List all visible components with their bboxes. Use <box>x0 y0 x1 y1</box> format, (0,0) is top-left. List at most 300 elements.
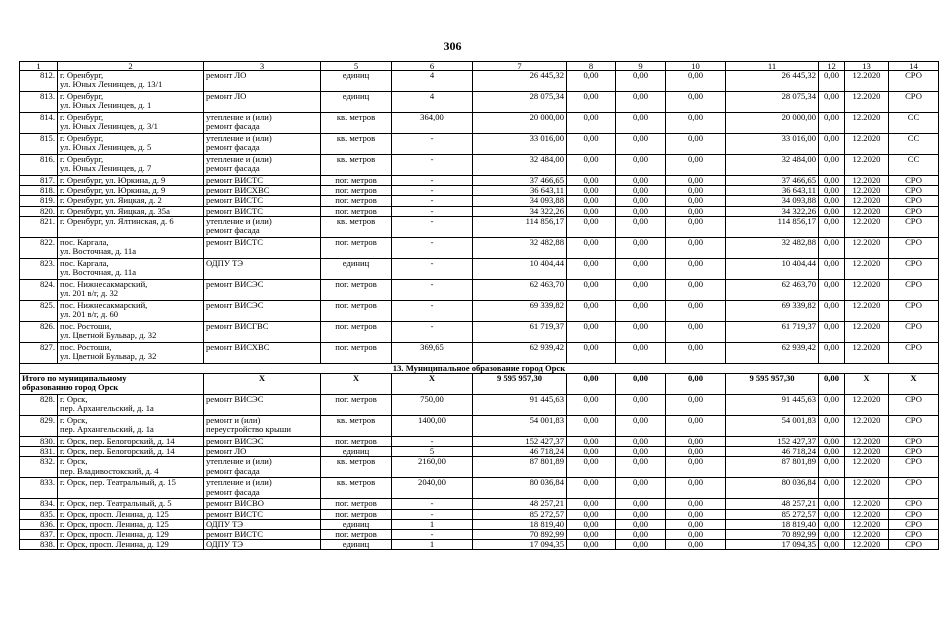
work-type-cell-text: ремонт фасада <box>206 225 260 236</box>
row-number <box>20 155 58 176</box>
cost-12-cell-text: 0,00 <box>823 299 840 310</box>
cost-11-cell <box>726 499 819 509</box>
cost-10-cell-text: 0,00 <box>687 320 704 331</box>
cost-9-cell <box>616 530 666 540</box>
unit-cell-text: кв. метров <box>336 456 376 467</box>
cost-total-cell-text: 114 856,17 <box>525 215 564 226</box>
unit-cell-text: кв. метров <box>336 415 376 426</box>
unit-cell-text: единиц <box>342 91 370 101</box>
work-type-cell-text: ремонт ВИСТС <box>206 236 264 247</box>
unit-cell-text: пог. метров <box>335 195 377 206</box>
cost-9-cell <box>616 92 666 113</box>
cost-8-cell <box>567 176 616 186</box>
deadline-cell <box>845 530 889 540</box>
cost-11-cell <box>726 321 819 342</box>
cost-total-cell-text: 32 482,88 <box>529 236 564 247</box>
cost-8-cell <box>567 519 616 529</box>
cost-12-cell <box>819 216 845 237</box>
unit-cell <box>321 499 392 509</box>
cost-8-cell <box>567 530 616 540</box>
cost-8-cell-text: 0,00 <box>583 278 599 289</box>
cost-total-cell-text: 70 892,99 <box>529 529 564 540</box>
deadline-cell <box>845 71 889 92</box>
row-number-text: 818. <box>39 185 55 196</box>
deadline-cell-text: 12.2020 <box>852 112 881 122</box>
quantity-cell-text: 5 <box>429 446 435 457</box>
row-number-text: 822. <box>39 236 55 247</box>
work-type-cell-text: ремонт ВИСГВС <box>206 320 269 331</box>
quantity-cell-text: - <box>430 508 434 519</box>
cost-8-cell <box>567 92 616 113</box>
address-cell-text: ул. Юных Ленинцев, д. 3/1 <box>60 121 158 132</box>
cost-10-cell <box>666 395 726 416</box>
cost-9-cell <box>616 134 666 155</box>
address-cell-text: ул. 201 в/г, д. 60 <box>60 309 119 320</box>
address-cell-text: г. Оренбург, ул. Юркина, д. 9 <box>60 175 166 185</box>
cost-9-cell-text: 0,00 <box>632 205 649 216</box>
cost-8-cell <box>567 113 616 134</box>
address-cell <box>58 519 204 529</box>
work-type-cell-text: ремонт ВИСХВС <box>206 341 270 352</box>
deadline-cell <box>845 321 889 342</box>
row-number-text: 836. <box>39 518 55 529</box>
cost-9-cell-text: 0,00 <box>632 529 649 540</box>
cost-12-cell-text: 0,00 <box>823 320 840 331</box>
cost-11-cell <box>726 71 819 92</box>
address-cell-text: г. Орск, <box>60 415 88 426</box>
address-cell-text: пос. Каргала, <box>60 257 109 268</box>
cost-10-cell-text: 0,00 <box>687 456 704 467</box>
quantity-cell <box>392 300 473 321</box>
quantity-cell <box>392 258 473 279</box>
row-number-text: 833. <box>39 477 55 488</box>
cost-total-cell-text: 10 404,44 <box>529 257 564 268</box>
cost-12-cell <box>819 478 845 499</box>
unit-cell-text: единиц <box>342 70 370 80</box>
method-cell <box>889 258 939 279</box>
unit-cell-text: пог. метров <box>335 436 377 447</box>
quantity-cell-text: 1 <box>429 518 435 529</box>
address-cell-text: г. Оренбург, <box>60 91 104 101</box>
table-row <box>20 186 939 196</box>
unit-cell-text: пог. метров <box>335 175 377 185</box>
cost-8-cell-text: 0,00 <box>583 70 599 80</box>
section-title <box>20 363 939 373</box>
cost-8-cell <box>567 478 616 499</box>
method-cell <box>889 457 939 478</box>
header-cell-text: 6 <box>429 61 435 71</box>
cost-total-cell-text: 48 257,21 <box>529 498 564 509</box>
cost-12-cell <box>819 71 845 92</box>
row-number-text: 821. <box>39 215 55 226</box>
deadline-cell <box>845 540 889 550</box>
page-number: 306 <box>443 39 462 53</box>
unit-cell-text: кв. метров <box>336 133 376 143</box>
cost-total-cell <box>473 196 567 206</box>
cost-total-cell-text: 46 718,24 <box>529 446 564 457</box>
cost-9-cell <box>616 540 666 550</box>
unit-cell-text: единиц <box>342 539 370 550</box>
cost-12-cell-text: 0,00 <box>823 518 840 529</box>
work-type-cell <box>204 258 321 279</box>
cost-12-cell <box>819 395 845 416</box>
total-c11 <box>726 374 819 395</box>
header-cell-text: 12 <box>827 61 836 71</box>
address-cell-text: пер. Архангельский, д. 1а <box>60 424 154 435</box>
cost-total-cell-text: 87 801,89 <box>529 456 564 467</box>
deadline-cell-text: 12.2020 <box>852 154 881 164</box>
cost-9-cell <box>616 447 666 457</box>
cost-total-cell <box>473 176 567 186</box>
row-number-text: 830. <box>39 436 55 447</box>
cost-11-cell <box>726 478 819 499</box>
cost-12-cell <box>819 416 845 437</box>
quantity-cell <box>392 416 473 437</box>
cost-9-cell <box>616 71 666 92</box>
total-c11-text: 9 595 957,30 <box>749 373 795 384</box>
unit-cell <box>321 540 392 550</box>
unit-cell <box>321 478 392 499</box>
unit-cell <box>321 216 392 237</box>
address-cell-text: пос. Ростоши, <box>60 320 112 331</box>
cost-8-cell-text: 0,00 <box>583 205 599 216</box>
cost-11-cell-text: 37 466,65 <box>781 175 816 185</box>
quantity-cell-text: 1 <box>429 539 435 550</box>
address-cell-text: пер. Архангельский, д. 1а <box>60 403 154 414</box>
cost-8-cell-text: 0,00 <box>583 477 599 488</box>
deadline-cell <box>845 478 889 499</box>
cost-total-cell <box>473 134 567 155</box>
total-label <box>20 374 204 395</box>
cost-10-cell-text: 0,00 <box>687 91 704 101</box>
cost-11-cell <box>726 509 819 519</box>
work-type-cell <box>204 216 321 237</box>
cost-total-cell-text: 36 643,11 <box>529 185 564 196</box>
work-type-cell-text: ремонт ВИСТС <box>206 175 264 185</box>
address-cell-text: ул. Восточная, д. 11а <box>60 267 137 278</box>
cost-total-cell <box>473 186 567 196</box>
unit-cell-text: кв. метров <box>336 154 376 164</box>
cost-12-cell-text: 0,00 <box>823 133 840 143</box>
cost-11-cell-text: 32 482,88 <box>781 236 816 247</box>
address-cell-text: г. Оренбург, ул. Юркина, д. 9 <box>60 185 166 196</box>
cost-12-cell-text: 0,00 <box>823 498 840 509</box>
cost-total-cell-text: 18 819,40 <box>529 518 564 529</box>
cost-9-cell-text: 0,00 <box>632 477 649 488</box>
cost-11-cell-text: 54 001,83 <box>781 415 816 426</box>
cost-12-cell-text: 0,00 <box>823 175 840 185</box>
cost-10-cell <box>666 176 726 186</box>
cost-8-cell-text: 0,00 <box>583 518 599 529</box>
row-number <box>20 206 58 216</box>
method-cell <box>889 395 939 416</box>
cost-12-cell <box>819 457 845 478</box>
table-row <box>20 540 939 550</box>
table-row <box>20 416 939 437</box>
cost-8-cell <box>567 71 616 92</box>
deadline-cell-text: 12.2020 <box>852 91 881 101</box>
quantity-cell-text: - <box>430 257 434 268</box>
address-cell <box>58 71 204 92</box>
cost-11-cell <box>726 155 819 176</box>
deadline-cell <box>845 509 889 519</box>
row-number <box>20 395 58 416</box>
row-number <box>20 237 58 258</box>
cost-11-cell-text: 80 036,84 <box>781 477 816 488</box>
method-cell <box>889 176 939 186</box>
cost-11-cell <box>726 519 819 529</box>
quantity-cell <box>392 176 473 186</box>
row-number <box>20 447 58 457</box>
address-cell-text: г. Орск, пер. Театральный, д. 15 <box>60 477 176 488</box>
row-number-text: 824. <box>39 278 55 289</box>
cost-10-cell-text: 0,00 <box>687 185 704 196</box>
cost-9-cell-text: 0,00 <box>632 133 649 143</box>
cost-10-cell <box>666 113 726 134</box>
method-cell-text: СРО <box>905 539 922 550</box>
cost-9-cell <box>616 300 666 321</box>
cost-total-cell-text: 85 272,57 <box>529 508 564 519</box>
quantity-cell-text: - <box>430 498 434 509</box>
total-c13 <box>845 374 889 395</box>
unit-cell <box>321 237 392 258</box>
cost-8-cell-text: 0,00 <box>583 154 599 164</box>
method-cell-text: СРО <box>905 91 922 101</box>
address-cell-text: г. Орск, просп. Ленина, д. 125 <box>60 518 169 529</box>
deadline-cell <box>845 186 889 196</box>
unit-cell <box>321 113 392 134</box>
cost-11-cell-text: 62 939,42 <box>781 341 816 352</box>
address-cell <box>58 113 204 134</box>
work-type-cell-text: утепление и (или) <box>206 456 272 467</box>
cost-total-cell-text: 34 093,88 <box>529 195 564 206</box>
cost-12-cell <box>819 300 845 321</box>
address-cell <box>58 237 204 258</box>
quantity-cell <box>392 92 473 113</box>
cost-12-cell-text: 0,00 <box>823 446 840 457</box>
cost-11-cell <box>726 134 819 155</box>
header-cell-text: 13 <box>862 61 871 71</box>
cost-9-cell-text: 0,00 <box>632 518 649 529</box>
total-c10-text: 0,00 <box>687 373 704 384</box>
row-number <box>20 519 58 529</box>
unit-cell-text: пог. метров <box>335 185 377 196</box>
cost-total-cell <box>473 300 567 321</box>
cost-8-cell-text: 0,00 <box>583 341 599 352</box>
method-cell <box>889 237 939 258</box>
method-cell <box>889 155 939 176</box>
cost-12-cell-text: 0,00 <box>823 394 840 405</box>
cost-12-cell <box>819 342 845 363</box>
deadline-cell <box>845 237 889 258</box>
cost-8-cell-text: 0,00 <box>583 508 599 519</box>
cost-9-cell <box>616 509 666 519</box>
deadline-cell-text: 12.2020 <box>852 257 881 268</box>
cost-8-cell-text: 0,00 <box>583 456 599 467</box>
cost-11-cell-text: 17 094,35 <box>781 539 816 550</box>
cost-12-cell-text: 0,00 <box>823 529 840 540</box>
row-number-text: 814. <box>39 112 55 122</box>
row-number-text: 834. <box>39 498 55 509</box>
address-cell-text: ул. Юных Ленинцев, д. 5 <box>60 142 152 153</box>
cost-8-cell-text: 0,00 <box>583 320 599 331</box>
work-type-cell <box>204 509 321 519</box>
cost-8-cell-text: 0,00 <box>583 91 599 101</box>
cost-11-cell <box>726 395 819 416</box>
row-number-text: 825. <box>39 299 55 310</box>
address-cell-text: ул. 201 в/г, д. 32 <box>60 288 119 299</box>
deadline-cell <box>845 300 889 321</box>
cost-10-cell <box>666 300 726 321</box>
cost-9-cell <box>616 155 666 176</box>
work-type-cell-text: ремонт ВИСЭС <box>206 394 264 405</box>
quantity-cell-text: 369,65 <box>420 341 444 352</box>
cost-8-cell <box>567 279 616 300</box>
header-cell-text: 10 <box>691 61 700 71</box>
row-number-text: 813. <box>39 91 55 101</box>
cost-11-cell-text: 18 819,40 <box>781 518 816 529</box>
header-cell-text: 11 <box>767 61 777 71</box>
cost-11-cell-text: 69 339,82 <box>781 299 816 310</box>
method-cell-text: СРО <box>905 529 922 540</box>
quantity-cell-text: - <box>430 436 434 447</box>
cost-11-cell-text: 20 000,00 <box>781 112 816 122</box>
cost-11-cell-text: 33 016,00 <box>781 133 816 143</box>
cost-8-cell <box>567 447 616 457</box>
work-type-cell <box>204 395 321 416</box>
method-cell <box>889 416 939 437</box>
table-row <box>20 134 939 155</box>
method-cell <box>889 509 939 519</box>
row-number-text: 826. <box>39 320 55 331</box>
address-cell-text: г. Оренбург, ул. Яицкая, д. 2 <box>60 195 162 206</box>
header-cell-text: 1 <box>36 61 41 71</box>
address-cell <box>58 216 204 237</box>
cost-total-cell <box>473 92 567 113</box>
quantity-cell-text: - <box>430 185 434 196</box>
address-cell-text: г. Оренбург, <box>60 154 104 164</box>
cost-total-cell-text: 17 094,35 <box>529 539 564 550</box>
cost-9-cell-text: 0,00 <box>632 341 649 352</box>
address-cell <box>58 540 204 550</box>
total-c6 <box>392 374 473 395</box>
quantity-cell-text: - <box>430 205 434 216</box>
work-type-cell <box>204 206 321 216</box>
quantity-cell-text: 2040,00 <box>418 477 446 488</box>
cost-11-cell-text: 61 719,37 <box>781 320 816 331</box>
deadline-cell <box>845 342 889 363</box>
deadline-cell-text: 12.2020 <box>852 195 881 206</box>
quantity-cell <box>392 237 473 258</box>
row-number <box>20 134 58 155</box>
address-cell-text: г. Орск, просп. Ленина, д. 129 <box>60 539 169 550</box>
cost-11-cell <box>726 457 819 478</box>
cost-12-cell-text: 0,00 <box>823 195 840 206</box>
method-cell-text: СРО <box>905 394 922 405</box>
work-type-cell <box>204 321 321 342</box>
work-type-cell <box>204 499 321 509</box>
method-cell <box>889 279 939 300</box>
method-cell-text: СРО <box>905 175 922 185</box>
work-type-cell-text: ремонт ЛО <box>206 91 247 101</box>
method-cell <box>889 478 939 499</box>
unit-cell <box>321 176 392 186</box>
cost-11-cell <box>726 186 819 196</box>
work-type-cell-text: ОДПУ ТЭ <box>206 257 244 268</box>
table-row <box>20 92 939 113</box>
cost-9-cell-text: 0,00 <box>632 257 649 268</box>
unit-cell-text: пог. метров <box>335 394 377 405</box>
cost-12-cell-text: 0,00 <box>823 539 840 550</box>
total-c3-text: Х <box>258 373 266 384</box>
table-row <box>20 258 939 279</box>
cost-11-cell-text: 70 892,99 <box>781 529 816 540</box>
deadline-cell-text: 12.2020 <box>852 205 881 216</box>
table-row <box>20 176 939 186</box>
quantity-cell-text: - <box>430 215 434 226</box>
cost-12-cell-text: 0,00 <box>823 477 840 488</box>
cost-8-cell <box>567 321 616 342</box>
quantity-cell-text: 4 <box>429 70 435 80</box>
total-c5-text: Х <box>352 373 360 384</box>
cost-11-cell <box>726 530 819 540</box>
cost-11-cell-text: 85 272,57 <box>781 508 816 519</box>
quantity-cell <box>392 342 473 363</box>
deadline-cell-text: 12.2020 <box>852 415 881 426</box>
section-title-text: 13. Муниципальное образование город Орск <box>392 362 566 373</box>
quantity-cell-text: - <box>430 154 434 164</box>
register-table <box>19 61 939 550</box>
unit-cell-text: кв. метров <box>336 215 376 226</box>
cost-12-cell <box>819 237 845 258</box>
address-cell-text: г. Орск, пер. Белогорский, д. 14 <box>60 436 175 447</box>
unit-cell-text: пог. метров <box>335 278 377 289</box>
cost-8-cell-text: 0,00 <box>583 498 599 509</box>
cost-12-cell-text: 0,00 <box>823 415 840 426</box>
work-type-cell-text: ремонт ВИСТС <box>206 529 264 540</box>
cost-10-cell-text: 0,00 <box>687 436 704 447</box>
deadline-cell-text: 12.2020 <box>852 185 881 196</box>
total-c12 <box>819 374 845 395</box>
work-type-cell-text: утепление и (или) <box>206 477 272 488</box>
quantity-cell <box>392 321 473 342</box>
work-type-cell <box>204 416 321 437</box>
work-type-cell <box>204 71 321 92</box>
row-number-text: 829. <box>39 415 55 426</box>
cost-10-cell-text: 0,00 <box>687 477 704 488</box>
deadline-cell <box>845 499 889 509</box>
total-label-text: Итого по муниципальному <box>22 373 127 384</box>
unit-cell-text: кв. метров <box>336 477 376 488</box>
deadline-cell <box>845 279 889 300</box>
cost-10-cell-text: 0,00 <box>687 154 704 164</box>
cost-9-cell <box>616 206 666 216</box>
deadline-cell <box>845 395 889 416</box>
cost-12-cell <box>819 92 845 113</box>
table-row <box>20 447 939 457</box>
cost-total-cell-text: 152 427,37 <box>525 436 564 447</box>
cost-12-cell <box>819 509 845 519</box>
header-cell-text: 9 <box>638 61 643 71</box>
cost-12-cell-text: 0,00 <box>823 185 840 196</box>
cost-total-cell <box>473 478 567 499</box>
cost-11-cell-text: 32 484,00 <box>781 154 816 164</box>
cost-9-cell <box>616 499 666 509</box>
deadline-cell <box>845 447 889 457</box>
quantity-cell <box>392 71 473 92</box>
deadline-cell-text: 12.2020 <box>852 175 881 185</box>
method-cell <box>889 216 939 237</box>
